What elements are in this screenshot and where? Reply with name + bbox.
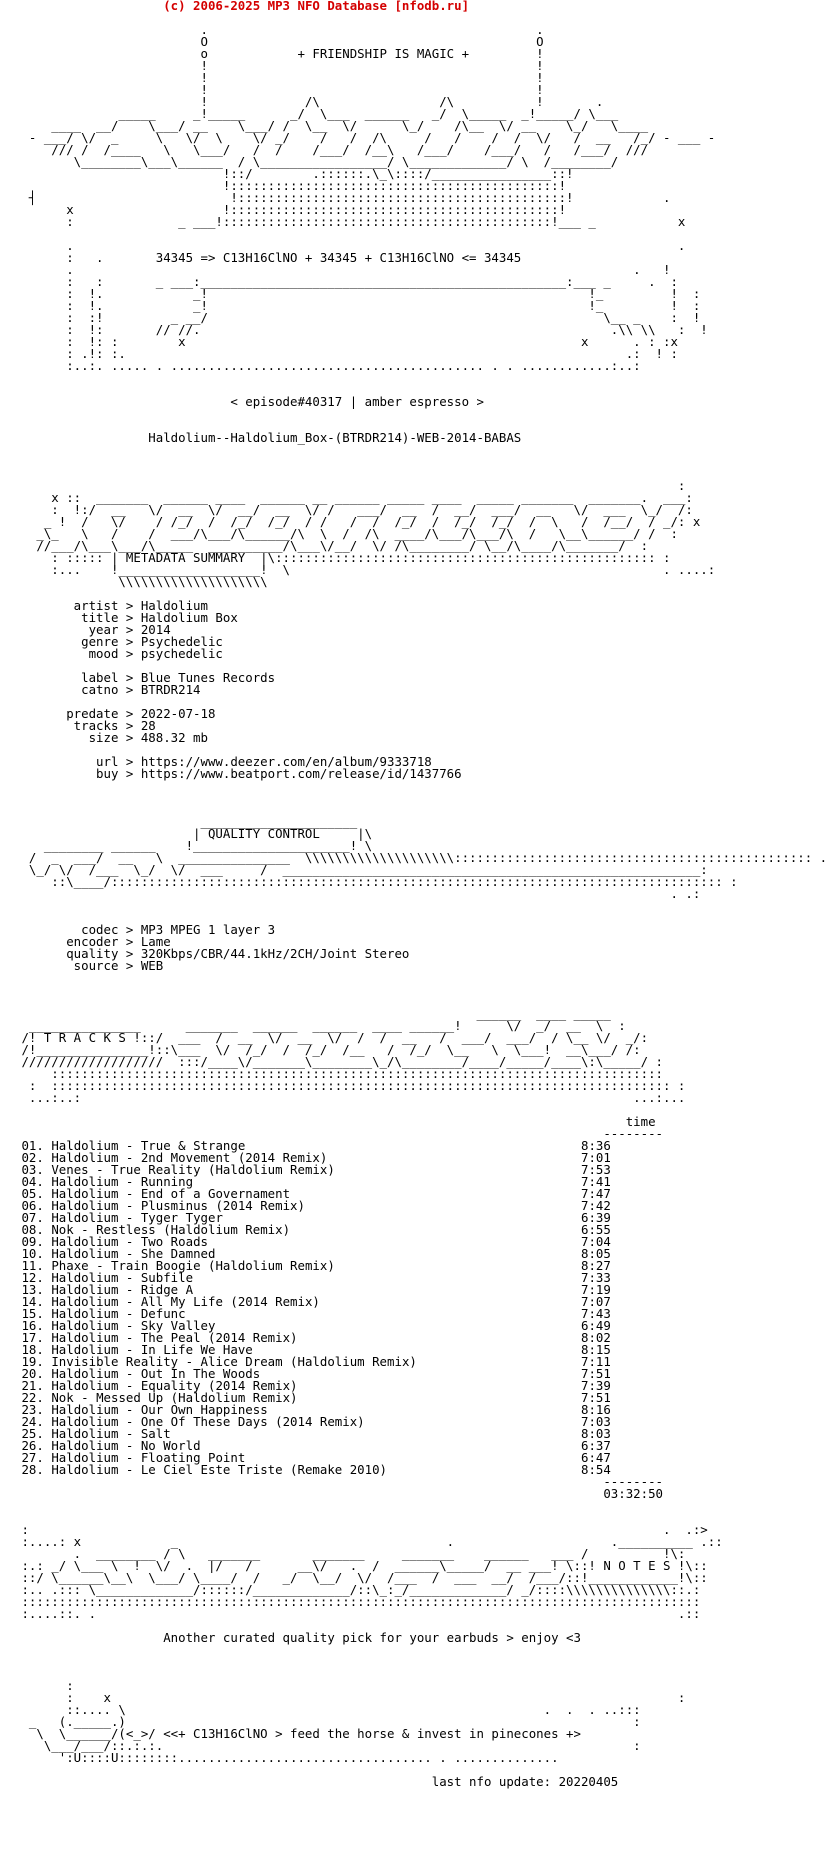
qc-encoder-value: Lame (140, 934, 171, 949)
ascii-art-line: : _ ___!::::::::::::::::::::::::::::::::::::::::::::!___ _ x (14, 214, 686, 229)
track-number: 28. (21, 1462, 44, 1477)
time-rule-top: -------- (603, 1126, 664, 1141)
track-title: Haldolium - Salt (51, 1426, 171, 1441)
meta-label-row: label > Blue Tunes Records (14, 670, 276, 685)
track-number: 12. (21, 1270, 44, 1285)
qc-source-row: source > WEB (14, 958, 164, 973)
track-number: 14. (21, 1294, 44, 1309)
ascii-art-line: ____ __/ \___/ __ \___/ / \__ \/ \_/ /\__ \/ __ \_/ \____ (14, 118, 649, 133)
meta-year-row: year > 2014 (14, 622, 171, 637)
ascii-art-line: | QUALITY CONTROL |\ (14, 826, 373, 841)
ascii-art-line (14, 1644, 827, 1656)
track-number: 02. (21, 1150, 44, 1165)
ascii-art-line (14, 444, 827, 456)
track-title: Haldolium - Le Ciel Este Triste (Remake 2010) (51, 1462, 388, 1477)
meta-buy-row: buy > https://www.beatport.com/release/id/1437766 (14, 766, 462, 781)
ascii-art-line: ______ ____ _____ (14, 1006, 611, 1021)
track-title: Haldolium - Plusminus (2014 Remix) (51, 1198, 305, 1213)
track-number: 07. (21, 1210, 44, 1225)
qc-source-value: WEB (140, 958, 164, 973)
ascii-art-line: ! /\ /\ ! . (14, 94, 604, 109)
tracks-art (14, 972, 827, 1116)
track-number: 17. (21, 1330, 44, 1345)
time-rule-bottom: -------- (603, 1474, 664, 1489)
track-title: Haldolium - 2nd Movement (2014 Remix) (51, 1150, 328, 1165)
ascii-art-line: \\\\\\\\\\\\\\\\\\\\ (14, 574, 268, 589)
ascii-art-line: ...:..: ...:... (14, 1090, 686, 1105)
meta-catno-value: BTRDR214 (140, 682, 201, 697)
total-time: 03:32:50 (603, 1486, 664, 1501)
track-title: Haldolium - True & Strange (51, 1138, 246, 1153)
track-list (14, 1140, 827, 1476)
notes-text-row (14, 1632, 827, 1644)
track-time: 7:11 (580, 1354, 611, 1369)
track-title: Haldolium - Two Roads (51, 1234, 208, 1249)
notes-text: Another curated quality pick for your earbuds > enjoy <3 (163, 1630, 581, 1645)
quality-control-art (14, 780, 827, 924)
last-update: last nfo update: 20220405 (431, 1774, 619, 1789)
qc-encoder-row: encoder > Lame (14, 934, 171, 949)
meta-predate-value: 2022-07-18 (140, 706, 216, 721)
ascii-art-header (14, 12, 827, 600)
track-time: 6:55 (580, 1222, 611, 1237)
ascii-art-line (14, 408, 827, 420)
ascii-art-line: ::\____/:::::::::::::::::::::::::::::::::::::::::::::::::::::::::::::::::::::::::::::::::: : (14, 874, 738, 889)
track-time: 8:15 (580, 1342, 611, 1357)
notes-art (14, 1500, 827, 1620)
ascii-art-line (14, 792, 827, 804)
track-time: 7:43 (580, 1306, 611, 1321)
track-title: Haldolium - Tyger Tyger (51, 1210, 223, 1225)
meta-tracks-row: tracks > 28 (14, 718, 156, 733)
track-time: 8:02 (581, 1330, 611, 1345)
ascii-art-line (14, 456, 827, 468)
ascii-art-line: !::::::::::::::::::::::::::::::::::::::::::::! (14, 178, 567, 193)
ascii-art-line: _____________________ (14, 814, 358, 829)
meta-artist-row: artist > Haldolium (14, 598, 208, 613)
track-title: Haldolium - Ridge A (51, 1282, 194, 1297)
ascii-art-line: :.: _/ \___ \ ! \/ . |/ / __\/ . / ______\_____/ __ ___! \::! N O T E S !\:: (14, 1558, 708, 1573)
ascii-art-line: : !:/ __ \/ __ \/ __/ __ \/ / ___/ __ / __/ ___/ __ \/ ___ \_/ /: (14, 502, 693, 517)
qc-codec-value: MP3 MPEG 1 layer 3 (140, 922, 276, 937)
track-time: 6:39 (580, 1210, 611, 1225)
ascii-art-line: _ (._____.) : (14, 1714, 641, 1729)
track-title: Haldolium - End of a Governament (51, 1186, 291, 1201)
ascii-art-line (14, 1656, 827, 1668)
track-number: 27. (21, 1450, 44, 1465)
track-time: 7:04 (580, 1234, 611, 1249)
ascii-art-line: : (14, 478, 686, 493)
ascii-art-line: :....: x _ . .__________ .:: (14, 1534, 723, 1549)
track-number: 04. (21, 1174, 44, 1189)
total-time-row (14, 1488, 827, 1500)
ascii-art-line (14, 372, 827, 384)
ascii-art-line: :... !___________________! \ . ....: (14, 562, 716, 577)
track-title: Invisible Reality - Alice Dream (Haldolium Remix) (51, 1354, 417, 1369)
ascii-art-line: ________ ______ !_____________________! \ (14, 838, 373, 853)
ascii-art-line: : x : (14, 1690, 686, 1705)
ascii-art-line: \___/___/::.:.:. : (14, 1738, 641, 1753)
ascii-art-line: ::.... \ . . . ..::: (14, 1702, 641, 1717)
ascii-art-line: ! ! (14, 70, 544, 85)
track-time: 7:33 (581, 1270, 611, 1285)
ascii-art-line (14, 972, 827, 984)
track-title: Haldolium - She Damned (51, 1246, 216, 1261)
track-number: 20. (21, 1366, 44, 1381)
meta-url-row: url > https://www.deezer.com/en/album/9333718 (14, 754, 432, 769)
meta-size-row: size > 488.32 mb (14, 730, 208, 745)
track-time: 7:01 (580, 1150, 611, 1165)
track-title: Haldolium - All My Life (2014 Remix) (51, 1294, 320, 1309)
track-time: 8:54 (581, 1462, 611, 1477)
track-title: Haldolium - Floating Point (51, 1450, 246, 1465)
ascii-art-line: . . (14, 238, 686, 253)
track-number: 11. (21, 1258, 44, 1273)
track-number: 13. (21, 1282, 44, 1297)
track-title: Haldolium - One Of These Days (2014 Remix) (51, 1414, 365, 1429)
ascii-art-line: x !::::::::::::::::::::::::::::::::::::::::::::! (14, 202, 567, 217)
ascii-art-line: /// / /____ \ \___/ / / /___/ /__\ /___/ /___/ / /___/ /// (14, 142, 649, 157)
ascii-art-line: /!_______________!::\___ \/ /_/ / /_/ /__ / /_/ \__ \ \___! __\___/ /: (14, 1042, 641, 1057)
meta-title-value: Haldolium Box (140, 610, 238, 625)
meta-artist-value: Haldolium (140, 598, 208, 613)
track-number: 06. (21, 1198, 44, 1213)
ascii-art-line (14, 1500, 827, 1512)
meta-size-value: 488.32 mb (140, 730, 208, 745)
ascii-art-line: : ::::: | METADATA SUMMARY |\::::::::::::::::::::::::::::::::::::::::::::::::::: : (14, 550, 671, 565)
ascii-art-line: ::::::::::::::::::::::::::::::::::::::::::::::::::::::::::::::::::::::::::::::::::::::::::: (14, 1594, 701, 1609)
meta-title-row: title > Haldolium Box (14, 610, 238, 625)
ascii-art-line: \_/ \/ /___ \_/ \/ ___ / ________________________________________________________: (14, 862, 708, 877)
track-time: 7:47 (580, 1186, 611, 1201)
ascii-art-line: : !. _! !_ ! : (14, 298, 701, 313)
ascii-art-line: o + FRIENDSHIP IS MAGIC + ! (14, 46, 544, 61)
track-time: 7:51 (581, 1390, 611, 1405)
nfo-document (14, 0, 827, 1788)
meta-catno-row: catno > BTRDR214 (14, 682, 201, 697)
track-title: Haldolium - Subfile (51, 1270, 194, 1285)
ascii-art-line: \________\___\______ / \_________________/ \_____________/ \ /________/ (14, 154, 619, 169)
ascii-art-line: _____ _!_____ _/ \___ ______ _/ \_____ _!_____/ \___ (14, 106, 619, 121)
track-number: 19. (21, 1354, 44, 1369)
last-update-row (14, 1776, 827, 1788)
meta-year-value: 2014 (140, 622, 171, 637)
track-number: 26. (21, 1438, 44, 1453)
ascii-art-line: :..:. ..... . .......................................... . . ............:..: (14, 358, 641, 373)
time-column-header: time (625, 1114, 656, 1129)
track-title: Haldolium - Running (51, 1174, 194, 1189)
track-title: Haldolium - In Life We Have (51, 1342, 253, 1357)
ascii-art-line: :....::. . .:: (14, 1606, 701, 1621)
ascii-art-line: : (14, 1678, 74, 1693)
footer-art (14, 1644, 827, 1776)
track-title: Haldolium - Equality (2014 Remix) (51, 1378, 298, 1393)
ascii-art-line: \ \______/(<_>/ <<+ C13H16ClNO > feed the horse & invest in pinecones +> (14, 1726, 581, 1741)
ascii-art-line: _ ! / \/ / /_/ / /_/ /_/ / / / / /_/ / /_/ /_/ / \ / /__/ / _/: x (14, 514, 701, 529)
ascii-art-line: /! T R A C K S !::/ ___ / __ \/ __ \/ / / __ / ___/ ___/ / \__ \/ _/: (14, 1030, 649, 1045)
meta-tracks-value: 28 (140, 718, 156, 733)
meta-mood-value: psychedelic (140, 646, 223, 661)
track-time: 8:27 (581, 1258, 611, 1273)
ascii-art-line: ::/ \______\__\ \___/ \____/ / _/ \__/ \/ /___ / ___ __/ /___/::!____________!\:: (14, 1570, 708, 1585)
track-title: Haldolium - The Peal (2014 Remix) (51, 1330, 298, 1345)
track-number: 23. (21, 1402, 44, 1417)
ascii-art-line (14, 780, 827, 792)
track-title: Haldolium - No World (51, 1438, 201, 1453)
ascii-art-line: : : _ ___:_________________________________________________:___ _ . : (14, 274, 678, 289)
track-number: 25. (21, 1426, 44, 1441)
ascii-art-line: x :: _______ ______ ____ ______ __ ______ _____ ____ _____ _______ _______. ___: (14, 490, 693, 505)
ascii-art-line: ┤ !::::::::::::::::::::::::::::::::::::::::::::! . (14, 190, 671, 205)
track-title: Haldolium - Sky Valley (51, 1318, 216, 1333)
track-time: 8:36 (581, 1138, 611, 1153)
track-title: Nok - Restless (Haldolium Remix) (51, 1222, 291, 1237)
track-time: 7:51 (580, 1366, 611, 1381)
track-number: 21. (21, 1378, 44, 1393)
track-number: 22. (21, 1390, 44, 1405)
ascii-art-line: . ________ / \ _______ _______ _______ ______ ___ / !\: (14, 1546, 686, 1561)
meta-genre-row: genre > Psychedelic (14, 634, 223, 649)
ascii-art-line: //___/\___\___/\_____ __________/\___\/__/ \/ /\________/ \__/\____/\_______/ : (14, 538, 649, 553)
track-number: 24. (21, 1414, 44, 1429)
qc-codec-row: codec > MP3 MPEG 1 layer 3 (14, 922, 276, 937)
track-time: 7:07 (580, 1294, 611, 1309)
track-time: 6:49 (580, 1318, 611, 1333)
meta-mood-row: mood > psychedelic (14, 646, 223, 661)
track-title: Venes - True Reality (Haldolium Remix) (51, 1162, 335, 1177)
track-number: 10. (21, 1246, 44, 1261)
ascii-art-line: ':U::::U::::::::.................................. . .............. (14, 1750, 559, 1765)
ascii-art-line (14, 1668, 827, 1680)
track-time: 7:42 (580, 1198, 611, 1213)
ascii-art-line: / _ ___/ __ \ _______________ \\\\\\\\\\\\\\\\\\\\:::::::::::::::::::::::::::::::::::::::::::::::: . (14, 850, 827, 865)
meta-url-link[interactable]: https://www.deezer.com/en/album/9333718 (140, 754, 432, 769)
track-time: 8:05 (580, 1246, 611, 1261)
ascii-art-line: : . .:> (14, 1522, 708, 1537)
meta-label-value: Blue Tunes Records (140, 670, 276, 685)
ascii-art-line: _______________ _______ ______ ______ ____ ______! \/ _/ __ \ : (14, 1018, 626, 1033)
track-time: 7:41 (581, 1174, 611, 1189)
ascii-art-line: - ___/ \/ _ \ \/ \ \/ _/ / / /\ / / / / \/ / __ /_/ - ___ - (14, 130, 716, 145)
track-title: Haldolium - Our Own Happiness (51, 1402, 268, 1417)
ascii-art-line: : !: : x x . : :x (14, 334, 678, 349)
ascii-art-line: : ::::::::::::::::::::::::::::::::::::::::::::::::::::::::::::::::::::::::::::::::::: : (14, 1078, 686, 1093)
track-time: 7:03 (580, 1414, 611, 1429)
ascii-art-line: Haldolium--Haldolium_Box-(BTRDR214)-WEB-2014-BABAS (14, 430, 522, 445)
track-title: Phaxe - Train Boogie (Haldolium Remix) (51, 1258, 335, 1273)
ascii-art-line (14, 984, 827, 996)
ascii-art-line: /////////////////// :::/____\/_______\________\_/\________/____/_____/____\:\_____/ : (14, 1054, 664, 1069)
ascii-art-line: :.. .::: \_____________/::::::/_____________/::\_:_/_____________/ _/::::\\\\\\\\\\\\\\::.: (14, 1582, 701, 1597)
meta-buy-link[interactable]: https://www.beatport.com/release/id/1437766 (140, 766, 462, 781)
track-number: 09. (21, 1234, 44, 1249)
ascii-art-line: . . (14, 22, 544, 37)
meta-predate-row: predate > 2022-07-18 (14, 706, 216, 721)
ascii-art-line: < episode#40317 | amber espresso > (14, 394, 484, 409)
ascii-art-line: : . 34345 => C13H16ClNO + 34345 + C13H16ClNO <= 34345 (14, 250, 522, 265)
track-time: 7:39 (581, 1378, 611, 1393)
track-title: Haldolium - Defunc (51, 1306, 186, 1321)
ascii-art-line: : :! _ __/ \__ _ : ! (14, 310, 701, 325)
track-number: 16. (21, 1318, 44, 1333)
ascii-art-line: :::::::::::::::::::::::::::::::::::::::::::::::::::::::::::::::::::::::::::::::::: (14, 1066, 664, 1081)
ascii-art-line: O O (14, 34, 544, 49)
ascii-art-line: !::/ .::::::.\_\::::/________________::! (14, 166, 574, 181)
ascii-art-line (14, 900, 827, 912)
track-time: 7:19 (581, 1282, 611, 1297)
track-number: 18. (21, 1342, 44, 1357)
ascii-art-line: . . ! (14, 262, 671, 277)
ascii-art-line: . .: (14, 886, 701, 901)
track-number: 01. (21, 1138, 44, 1153)
track-number: 03. (21, 1162, 44, 1177)
track-time: 7:53 (581, 1162, 611, 1177)
ascii-art-line: : .!: :. .: ! : (14, 346, 678, 361)
track-title: Nok - Messed Up (Haldolium Remix) (51, 1390, 298, 1405)
ascii-art-line: : !: // //. .\\ \\ : ! (14, 322, 708, 337)
ascii-art-line: ! ! (14, 82, 544, 97)
nfodb-header-link[interactable]: (c) 2006-2025 MP3 NFO Database [nfodb.ru] (163, 0, 470, 13)
ascii-art-line: : !. _! !_ ! : (14, 286, 701, 301)
ascii-art-line: _\_ \ / / ___/\___/\______/\ \ / /\ ____/\___/\___/\ / \__\______/ / : (14, 526, 678, 541)
track-number: 15. (21, 1306, 44, 1321)
track-number: 05. (21, 1186, 44, 1201)
track-time: 6:47 (581, 1450, 611, 1465)
qc-quality-value: 320Kbps/CBR/44.1kHz/2CH/Joint Stereo (140, 946, 410, 961)
qc-quality-row: quality > 320Kbps/CBR/44.1kHz/2CH/Joint Stereo (14, 946, 410, 961)
track-time: 8:16 (580, 1402, 611, 1417)
track-time: 8:03 (580, 1426, 611, 1441)
track-title: Haldolium - Out In The Woods (51, 1366, 261, 1381)
meta-genre-value: Psychedelic (140, 634, 223, 649)
track-time: 6:37 (580, 1438, 611, 1453)
ascii-art-line: ! ! (14, 58, 544, 73)
track-number: 08. (21, 1222, 44, 1237)
